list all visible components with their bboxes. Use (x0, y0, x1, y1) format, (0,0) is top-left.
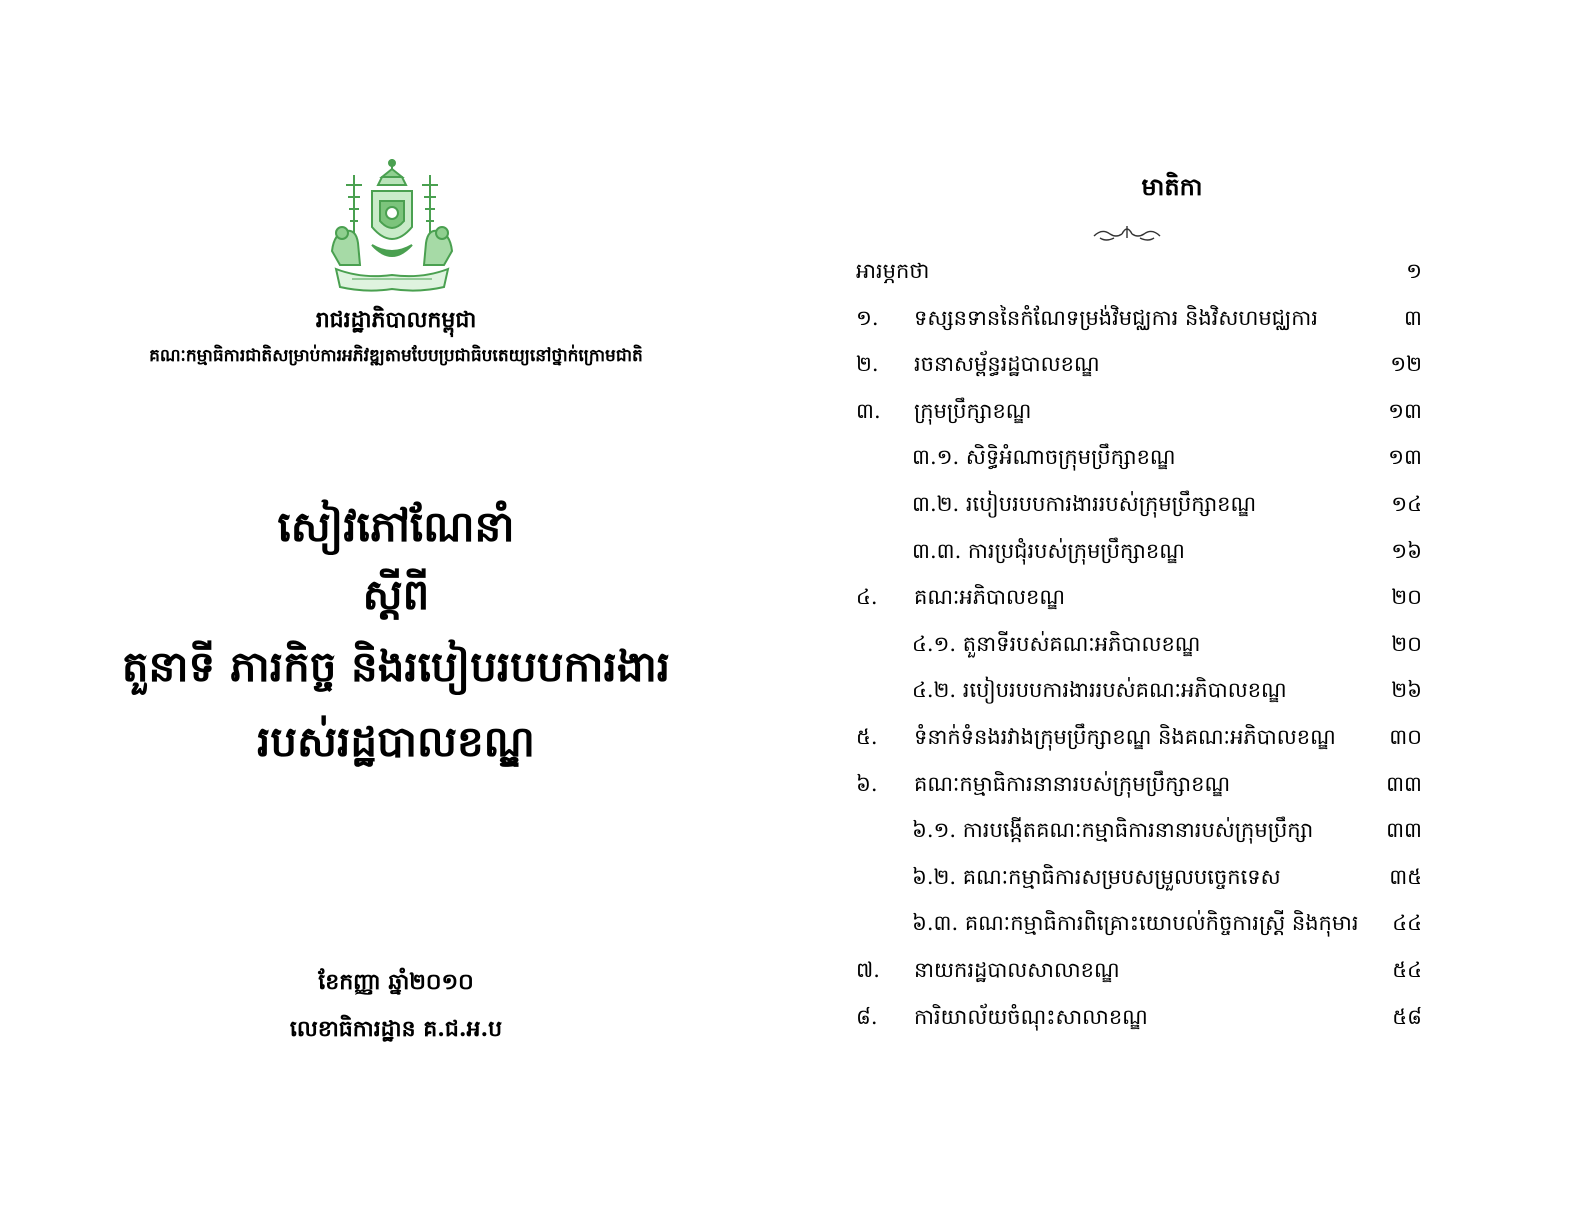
toc-entry-page-number: ១៤ (1391, 492, 1422, 516)
toc-entry (792, 444, 1584, 474)
toc-entry-page-number: ៣០ (1389, 725, 1422, 749)
toc-entry-title: ៣.២. របៀបរបបការងាររបស់ក្រុមប្រឹក្សាខណ្ឌ (912, 492, 1257, 516)
toc-entry-number: ១. (856, 305, 879, 330)
toc-heading: មាតិកា (1141, 172, 1203, 201)
toc-entry-page-number: ៣៣ (1386, 818, 1422, 843)
toc-entry-page-number: ១៣ (1388, 445, 1422, 470)
toc-entry-page-number: ១ (1406, 259, 1422, 283)
toc-entry-title: ក្រុមប្រឹក្សាខណ្ឌ (914, 398, 1032, 423)
toc-entry-title: ការិយាល័យចំណុះសាលាខណ្ឌ (914, 1004, 1148, 1029)
toc-entry-page-number: ១៣ (1388, 398, 1422, 423)
table-of-contents-page (792, 0, 1584, 1224)
toc-entry (792, 817, 1584, 847)
toc-entry (792, 957, 1584, 987)
toc-entry (792, 351, 1584, 381)
committee-name: គណៈកម្មាធិការជាតិសម្រាប់ការអភិវឌ្ឍតាមបែបប្រជាធិបតេយ្យនៅថ្នាក់ក្រោមជាតិ (149, 346, 643, 366)
toc-entry-number: ៣. (856, 398, 881, 423)
toc-entry (792, 1004, 1584, 1034)
book-title-line-1: សៀវភៅណែនាំ (277, 502, 515, 551)
toc-entry-title: ទំនាក់ទំនងរវាងក្រុមប្រឹក្សាខណ្ឌ និងគណៈអភិបាលខណ្ឌ (914, 725, 1336, 749)
toc-entry-page-number: ៣ (1404, 305, 1422, 330)
toc-entry-page-number: ១៦ (1391, 538, 1422, 563)
toc-entry-number: ៥. (856, 725, 878, 749)
book-title-line-2: ស្តីពី (362, 570, 430, 619)
toc-entry-title: រចនាសម្ព័ន្ធរដ្ឋបាលខណ្ឌ (914, 352, 1100, 377)
toc-entry-page-number: ៥៤ (1392, 958, 1422, 982)
toc-entry-title: ៤.២. របៀបរបបការងាររបស់គណៈអភិបាលខណ្ឌ (912, 678, 1287, 703)
toc-entry (792, 677, 1584, 707)
toc-entry (792, 910, 1584, 940)
decorative-flourish-icon (1092, 222, 1162, 246)
toc-entry-title: ៤.១. តួនាទីរបស់គណៈអភិបាលខណ្ឌ (912, 631, 1201, 656)
toc-entry (792, 631, 1584, 661)
toc-entry (792, 724, 1584, 754)
toc-entry (792, 258, 1584, 288)
publication-date: ខែកញ្ញា ឆ្នាំ២០១០ (318, 969, 474, 995)
toc-entry (792, 864, 1584, 894)
toc-entry-title: អារម្ភកថា (856, 259, 930, 283)
toc-entry-number: ៨. (856, 1004, 878, 1029)
toc-entry-number: ៦. (856, 771, 878, 796)
toc-entry-title: គណៈអភិបាលខណ្ឌ (914, 585, 1065, 610)
toc-entry-title: គណៈកម្មាធិការនានារបស់ក្រុមប្រឹក្សាខណ្ឌ (914, 771, 1231, 796)
toc-entry-number: ៤. (856, 585, 878, 610)
toc-entry-title: ៣.៣. ការប្រជុំរបស់ក្រុមប្រឹក្សាខណ្ឌ (912, 538, 1185, 563)
toc-entry-title: ៦.១. ការបង្កើតគណៈកម្មាធិការនានារបស់ក្រុមប្រឹក្សា (912, 818, 1314, 843)
toc-entry-number: ៧. (856, 958, 880, 982)
toc-entry (792, 398, 1584, 428)
kingdom-name: រាជរដ្ឋាភិបាលកម្ពុជា (315, 307, 477, 333)
toc-entry-page-number: ១២ (1390, 352, 1422, 377)
toc-entry-title: ទស្សនទាននៃកំណែទម្រង់វិមជ្ឈការ និងវិសហមជ្ឈការ (914, 305, 1318, 330)
toc-entry (792, 538, 1584, 568)
secretariat-name: លេខាធិការដ្ឋាន គ.ជ.អ.ប (289, 1016, 503, 1042)
toc-entry-page-number: ៣៣ (1386, 771, 1422, 796)
toc-entry-number: ២. (856, 352, 879, 377)
toc-entry-page-number: ២០ (1391, 585, 1422, 610)
toc-entry (792, 771, 1584, 801)
toc-entry-page-number: ៥៨ (1392, 1004, 1422, 1029)
toc-entry-title: ៦.៣. គណៈកម្មាធិការពិគ្រោះយោបល់កិច្ចការស្ត្រី និងកុមារ (912, 911, 1359, 936)
toc-entry-page-number: ៤៤ (1392, 911, 1422, 936)
toc-entry-title: នាយករដ្ឋបាលសាលាខណ្ឌ (914, 958, 1120, 982)
toc-entry-page-number: ២០ (1391, 631, 1422, 656)
toc-entry (792, 584, 1584, 614)
toc-entry-page-number: ២៦ (1391, 678, 1422, 703)
book-title-line-4: របស់រដ្ឋបាលខណ្ឌ (257, 717, 535, 766)
toc-entry (792, 305, 1584, 335)
toc-entry-title: ៦.២. គណៈកម្មាធិការសម្របសម្រួលបច្ចេកទេស (912, 864, 1281, 889)
royal-coat-of-arms-emblem (322, 155, 462, 295)
book-title-line-3: តួនាទី ភារកិច្ច និងរបៀបរបបការងារ (121, 642, 671, 691)
toc-entry-title: ៣.១. សិទ្ធិអំណាចក្រុមប្រឹក្សាខណ្ឌ (912, 445, 1176, 470)
toc-entry-page-number: ៣៥ (1389, 864, 1422, 889)
toc-entry (792, 491, 1584, 521)
